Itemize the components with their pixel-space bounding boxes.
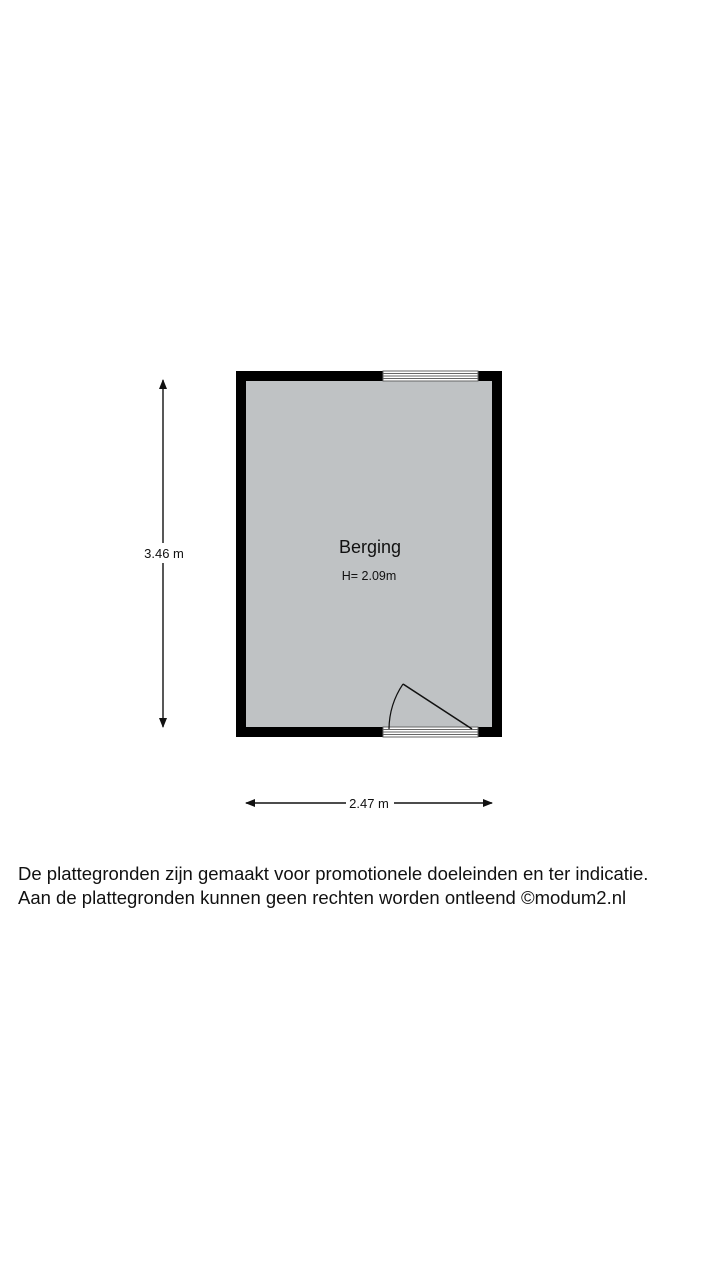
disclaimer-line-2: Aan de plattegronden kunnen geen rechten worden ontleend ©modum2.nl [18,887,627,908]
horizontal-dimension-label: 2.47 m [349,796,389,811]
disclaimer-line-1: De plattegronden zijn gemaakt voor promotionele doeleinden en ter indicatie. [18,863,649,884]
room-name: Berging [338,537,402,557]
disclaimer-text [18,862,718,910]
vertical-dimension-label: 3.46 m [144,546,184,561]
room-height: H= 2.09m [341,569,397,583]
